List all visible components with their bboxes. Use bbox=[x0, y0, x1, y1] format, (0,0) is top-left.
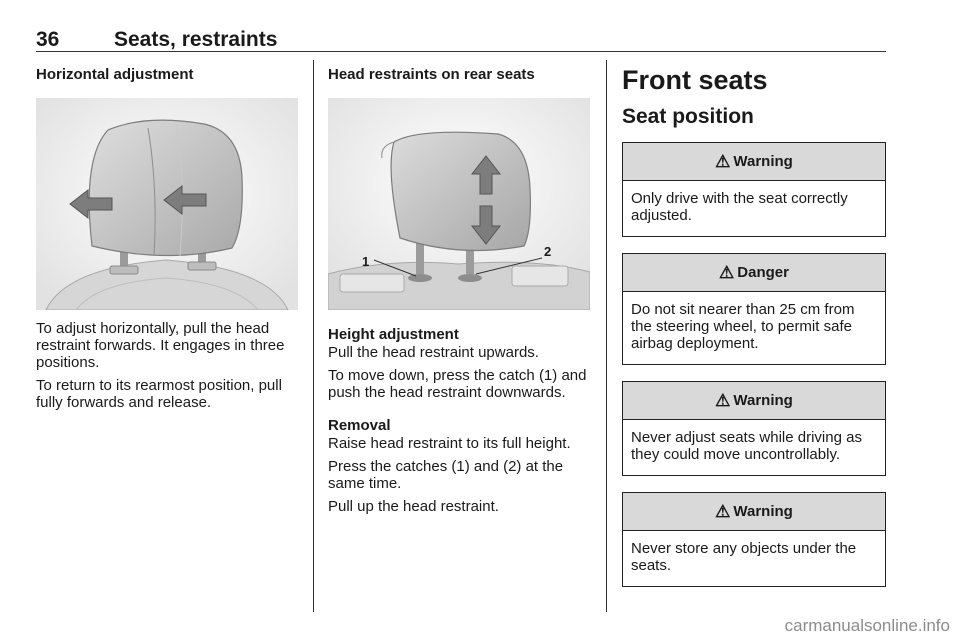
warning-box-3-label: Warning bbox=[733, 503, 793, 520]
warning-box-2-text: Never adjust seats while driving as they could move uncontrollably. bbox=[631, 429, 862, 463]
height-adjustment-text-2: To move down, press the catch (1) and push the head restraint downwards. bbox=[328, 367, 587, 401]
column-divider-2 bbox=[606, 60, 607, 612]
horizontal-adjustment-heading: Horizontal adjustment bbox=[36, 66, 194, 83]
danger-box-label: Danger bbox=[737, 264, 789, 281]
section-title: Seats, restraints bbox=[114, 28, 278, 51]
rear-head-restraints-heading: Head restraints on rear seats bbox=[328, 66, 535, 83]
rear-head-restraint-illustration bbox=[328, 98, 590, 310]
warning-box-2-label: Warning bbox=[733, 392, 793, 409]
warning-triangle-icon: ⚠ bbox=[715, 152, 731, 171]
warning-triangle-icon: ⚠ bbox=[719, 263, 735, 282]
height-adjustment-text-1: Pull the head restraint upwards. bbox=[328, 344, 539, 361]
column-rear-head-restraints bbox=[328, 66, 590, 515]
removal-heading: Removal bbox=[328, 417, 391, 434]
callout-2-label: 2 bbox=[544, 244, 552, 259]
height-adjustment-heading: Height adjustment bbox=[328, 326, 459, 343]
danger-box bbox=[622, 253, 886, 365]
warning-triangle-icon: ⚠ bbox=[715, 502, 731, 521]
column-divider-1 bbox=[313, 60, 314, 612]
removal-text-3: Pull up the head restraint. bbox=[328, 498, 499, 515]
page-number: 36 bbox=[36, 28, 60, 51]
warning-triangle-icon: ⚠ bbox=[715, 391, 731, 410]
front-seats-title: Front seats bbox=[622, 65, 768, 95]
warning-box-1-text: Only drive with the seat correctly adjusted. bbox=[631, 190, 848, 224]
warning-box-3-text: Never store any objects under the seats. bbox=[631, 540, 857, 574]
page-header bbox=[36, 26, 886, 52]
removal-text-1: Raise head restraint to its full height. bbox=[328, 435, 571, 452]
warning-box-3 bbox=[622, 492, 886, 587]
seat-position-subtitle: Seat position bbox=[622, 105, 754, 128]
removal-text-2: Press the catches (1) and (2) at the same time. bbox=[328, 458, 564, 492]
horizontal-adjustment-text-2: To return to its rearmost position, pull fully forwards and release. bbox=[36, 377, 282, 411]
watermark: carmanualsonline.info bbox=[784, 616, 950, 635]
warning-box-1-label: Warning bbox=[733, 153, 793, 170]
warning-box-2 bbox=[622, 381, 886, 476]
horizontal-adjustment-text-1: To adjust horizontally, pull the head restraint forwards. It engages in three positions. bbox=[36, 320, 285, 371]
danger-box-text: Do not sit nearer than 25 cm from the steering wheel, to permit safe airbag deployment. bbox=[631, 301, 855, 352]
callout-1-label: 1 bbox=[362, 254, 370, 269]
warning-box-1 bbox=[622, 142, 886, 237]
column-horizontal-adjustment bbox=[36, 66, 298, 411]
column-front-seats bbox=[622, 66, 886, 587]
horizontal-adjustment-illustration bbox=[36, 98, 298, 310]
